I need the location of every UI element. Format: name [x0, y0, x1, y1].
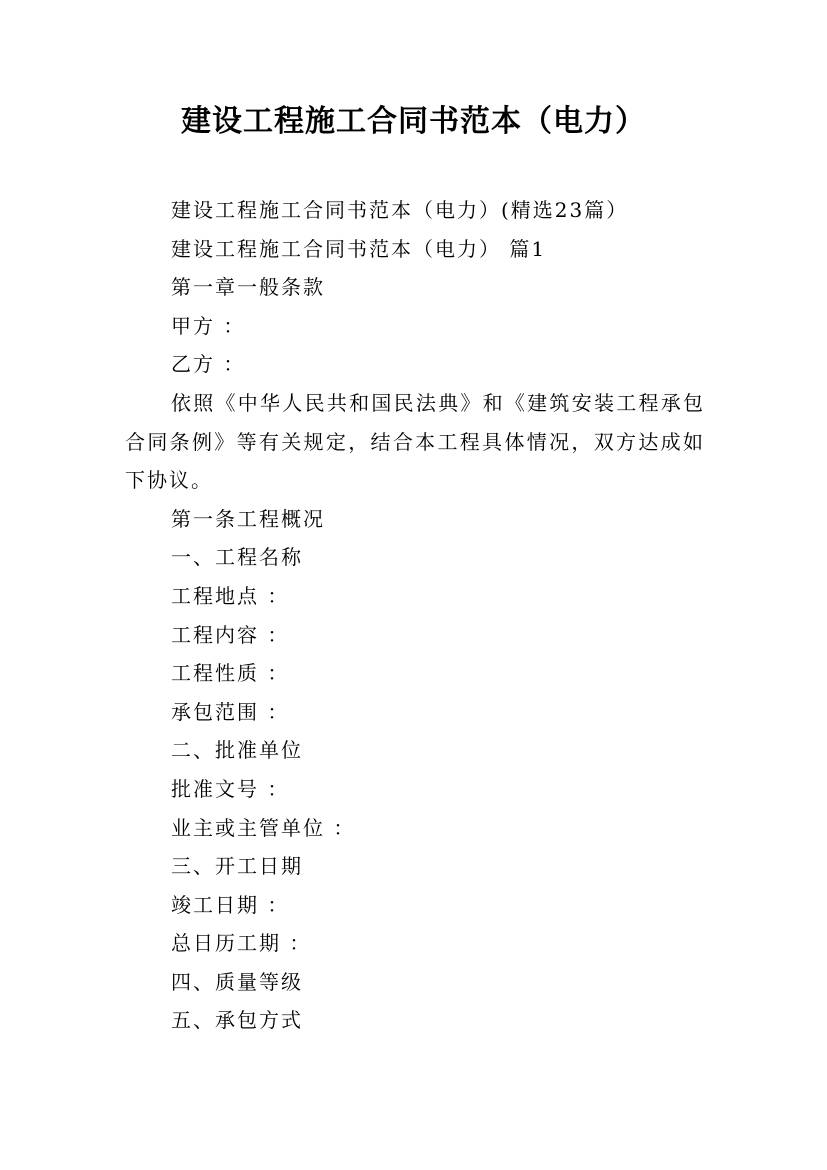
paragraph-party-a: 甲方 ：: [171, 313, 246, 338]
paragraph-quality-grade: 四、质量等级: [171, 969, 303, 994]
paragraph-owner-unit: 业主或主管单位 ：: [171, 815, 356, 840]
paragraph-section-overview: 第一条工程概况: [171, 506, 325, 531]
paragraph-project-name: 一、工程名称: [171, 545, 303, 570]
paragraph-legal-basis: 依照《中华人民共和国民法典》和《建筑安装工程承包合同条例》等有关规定，结合本工程具体情况，双方达成如下协议。: [125, 390, 705, 493]
paragraph-approval-number: 批准文号 ：: [171, 776, 290, 801]
document-body: [125, 191, 705, 1040]
paragraph-completion-date: 竣工日期 ：: [171, 892, 290, 917]
paragraph-contract-method: 五、承包方式: [171, 1008, 303, 1033]
paragraph-total-duration: 总日历工期 ：: [171, 931, 312, 956]
paragraph-contract-scope: 承包范围 ：: [171, 699, 290, 724]
document-title: 建设工程施工合同书范本（电力）: [181, 104, 646, 139]
paragraph-project-location: 工程地点 ：: [171, 583, 290, 608]
paragraph-chapter-heading: 第一章一般条款: [171, 275, 325, 300]
paragraph-approval-unit: 二、批准单位: [171, 738, 303, 763]
paragraph-party-b: 乙方 ：: [171, 352, 246, 377]
paragraph-article-heading: 建设工程施工合同书范本（电力） 篇1: [171, 236, 547, 261]
paragraph-project-nature: 工程性质 ：: [171, 661, 290, 686]
paragraph-start-date: 三、开工日期: [171, 854, 303, 879]
paragraph-collection-heading: 建设工程施工合同书范本（电力）(精选23篇）: [171, 198, 629, 222]
paragraph-project-content: 工程内容 ：: [171, 622, 290, 647]
